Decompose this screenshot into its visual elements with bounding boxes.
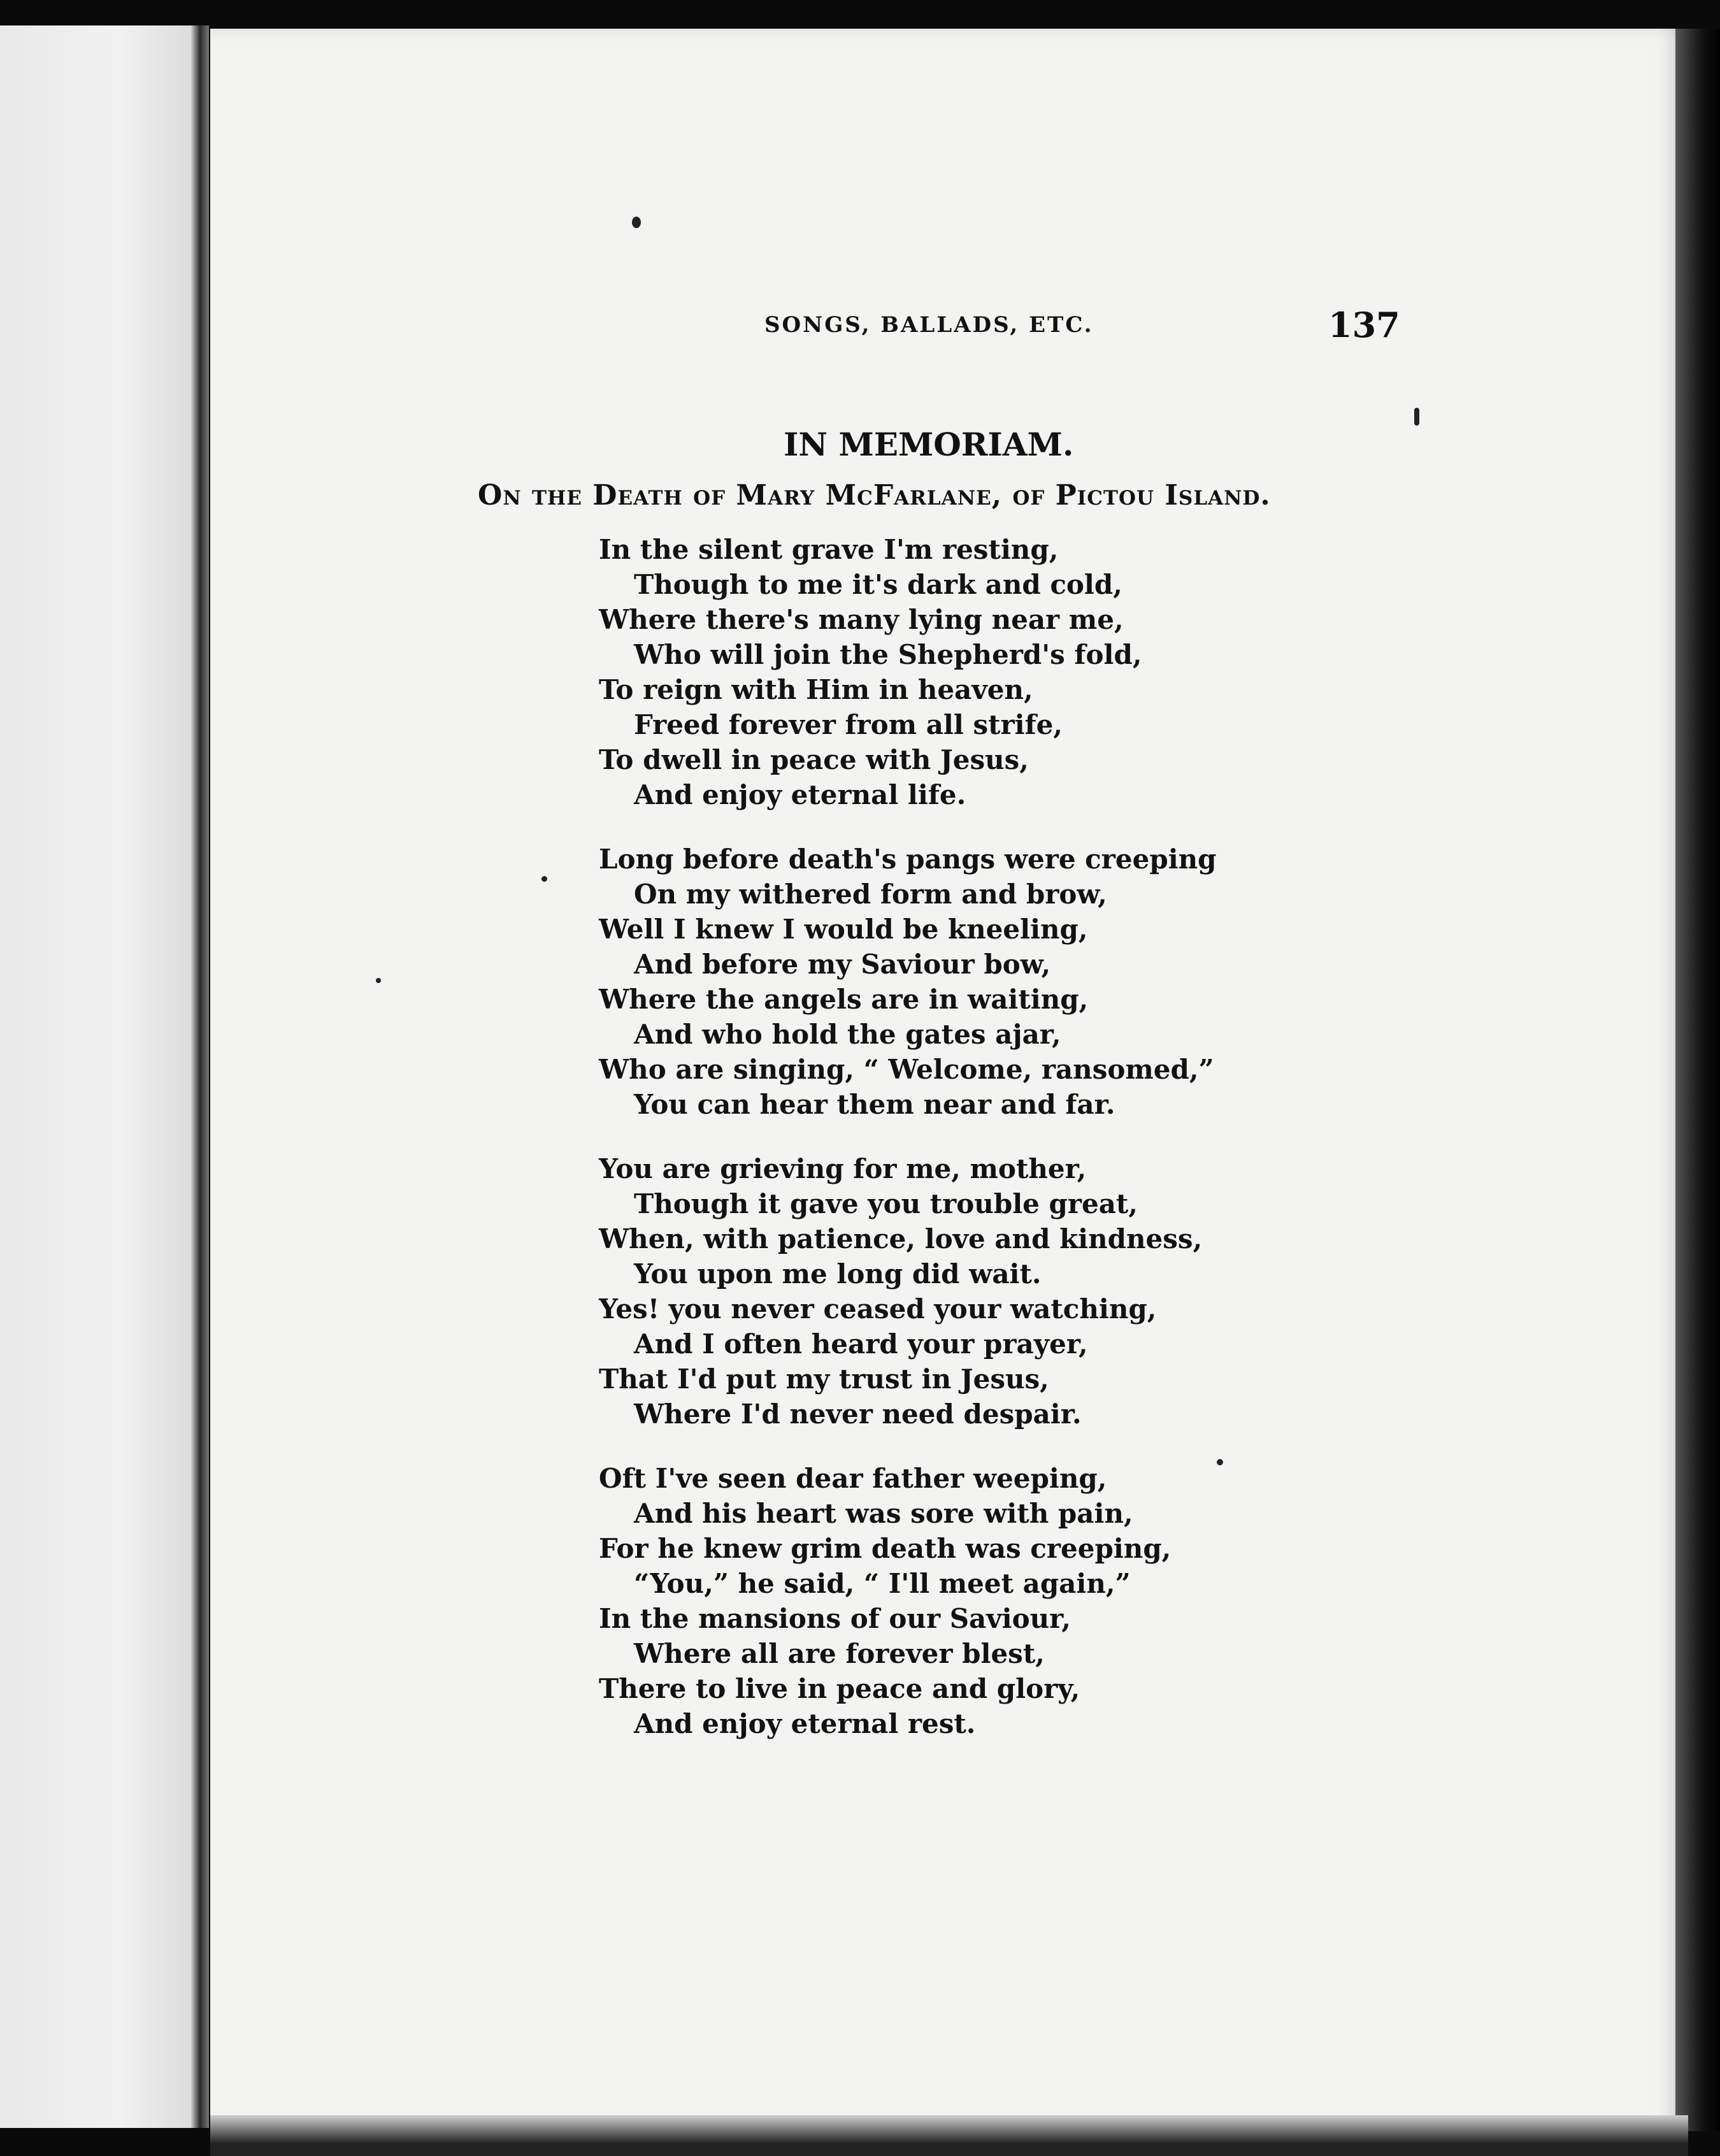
running-head: SONGS, BALLADS, ETC. [764,312,1094,338]
poem-body [599,532,1217,1771]
poem-subtitle: On the Death of Mary McFarlane, of Pictou Island. [478,479,1271,512]
poem-title: IN MEMORIAM. [784,426,1074,463]
poem-line: And enjoy eternal life. [634,779,966,810]
poem-line: Where all are forever blest, [634,1638,1045,1669]
ink-speck [632,217,641,228]
poem-line: For he knew grim death was creeping, [599,1533,1172,1564]
poem-line: Who will join the Shepherd's fold, [634,639,1142,670]
poem-line: There to live in peace and glory, [599,1673,1080,1704]
poem-line: And enjoy eternal rest. [634,1708,976,1739]
poem-line: And I often heard your prayer, [634,1328,1088,1360]
poem-line: Where there's many lying near me, [599,604,1124,635]
poem-line: Freed forever from all strife, [634,709,1063,740]
poem-line: You are grieving for me, mother, [599,1153,1087,1184]
page-right-shadow [1675,29,1720,2131]
poem-line: Well I knew I would be kneeling, [599,914,1088,945]
poem-line: And before my Saviour bow, [634,949,1051,980]
poem-line: To dwell in peace with Jesus, [599,744,1029,775]
ink-speck [541,876,547,882]
stanza [599,842,1217,1122]
ink-speck [1217,1459,1223,1465]
facing-page-edge [0,25,203,2128]
poem-line: And who hold the gates ajar, [634,1019,1061,1050]
poem-line: Though to me it's dark and cold, [634,569,1122,600]
ink-speck [376,978,381,983]
stanza [599,1151,1217,1432]
poem-line: And his heart was sore with pain, [634,1498,1133,1529]
poem-line: On my withered form and brow, [634,879,1107,910]
poem-line: Though it gave you trouble great, [634,1188,1138,1219]
ink-speck [1414,408,1419,426]
poem-line: Who are singing, “ Welcome, ransomed,” [599,1054,1214,1085]
poem-line: In the silent grave I'm resting, [599,534,1059,565]
poem-line: In the mansions of our Saviour, [599,1603,1071,1634]
poem-line: Yes! you never ceased your watching, [599,1293,1157,1325]
poem-line: Long before death's pangs were creeping [599,844,1217,875]
book-gutter [191,25,209,2128]
poem-line: You upon me long did wait. [634,1258,1042,1290]
stanza [599,532,1217,812]
poem-line: Where I'd never need despair. [634,1398,1082,1430]
poem-line: When, with patience, love and kindness, [599,1223,1203,1254]
poem-line: Oft I've seen dear father weeping, [599,1463,1107,1494]
poem-line: To reign with Him in heaven, [599,674,1033,705]
page-bottom-shadow [210,2115,1688,2156]
poem-line: Where the angels are in waiting, [599,984,1089,1015]
poem-line: “You,” he said, “ I'll meet again,” [634,1568,1131,1599]
page-number: 137 [1328,305,1400,345]
poem-line: You can hear them near and far. [634,1089,1115,1120]
poem-line: That I'd put my trust in Jesus, [599,1363,1049,1395]
stanza [599,1461,1217,1741]
